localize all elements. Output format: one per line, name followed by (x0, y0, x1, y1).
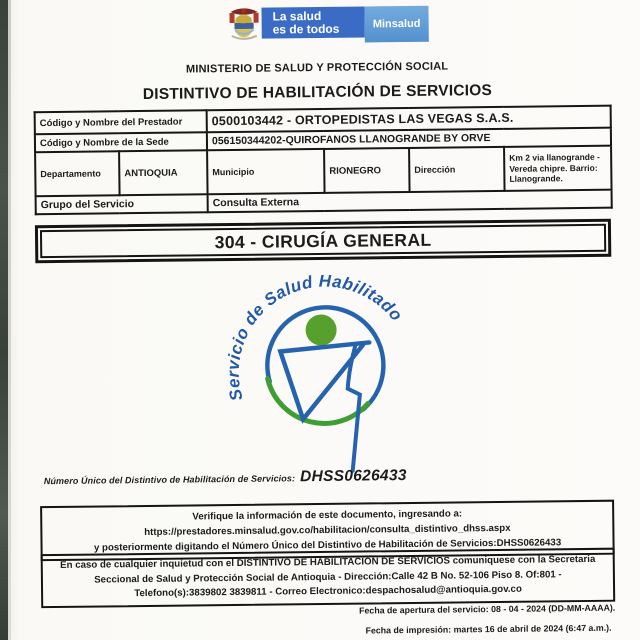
direccion-value: Km 2 via llanogrande - Vereda chipre. Barrio: Llanogrande. (504, 146, 612, 191)
distinctive-number-label: Número Único del Distintivo de Habilitación de Servicios: (43, 473, 296, 487)
sede-value: 056150344202-QUIROFANOS LLANOGRANDE BY ORVE (207, 128, 611, 151)
minsalud-label: Minsalud (372, 17, 421, 31)
verification-line1: Verifique la información de este documento, ingresando a: https://prestadores.minsalud.gov.co/habilitacion/consulta_distintivo_dhss.aspx (144, 508, 511, 539)
sede-label: Código y Nombre de la Sede (35, 132, 207, 152)
service-banner-inner (40, 224, 606, 258)
distinctive-number-line (44, 467, 407, 489)
prestador-label: Código y Nombre del Prestador (35, 110, 207, 134)
slogan-line2: es de todos (272, 22, 340, 37)
document-title: DISTINTIVO DE HABILITACIÓN DE SERVICIOS (142, 82, 493, 103)
provider-info-table (34, 105, 611, 216)
departamento-label: Departamento (35, 151, 119, 196)
contact-text: En caso de cualquier inquietud con el DISTINTIVO DE HABILITACIÓN DE SERVICIOS comuniquese con la Secretaria Seccional de Salud y Protección Social de Antioquia - Dirección:Calle 42 B No. 52-106 Piso 8. Of:801 - Telefono(s):3839802 3839811 - Correo Electronico:despachosalud@antioquia.gov.co (60, 553, 596, 600)
service-banner-text: 304 - CIRUGÍA GENERAL (214, 229, 432, 252)
minsalud-badge (364, 6, 428, 43)
slogan-line1: La salud (272, 8, 322, 24)
servicio-salud-habilitado-seal-icon (217, 265, 429, 479)
direccion-label: Dirección (409, 147, 504, 192)
la-salud-es-de-todos-badge (261, 6, 364, 38)
seal-figure-leg (347, 346, 360, 471)
municipio-label: Municipio (207, 149, 324, 194)
service-banner (35, 219, 611, 264)
grupo-label: Grupo del Servicio (36, 194, 208, 214)
service-open-date: Fecha de apertura del servicio: 08 - 04 - 2024 (DD-MM-AAAA). (359, 602, 616, 616)
distinctive-number-value: DHSS0626433 (299, 467, 407, 486)
print-date: Fecha de impresión: martes 16 de abril de 2024 (6:47 a.m.). (365, 622, 612, 636)
ministry-header-logos (227, 3, 428, 44)
table-row (35, 146, 612, 197)
grupo-value: Consulta Externa (208, 190, 612, 213)
prestador-value: 0500103442 - ORTOPEDISTAS LAS VEGAS S.A.S. (207, 106, 611, 133)
seal-arc-text: Servicio de Salud Habilitado (223, 271, 407, 403)
colombia-coat-of-arms-icon (227, 6, 260, 44)
contact-box (41, 548, 616, 608)
verification-line2: y posteriormente digitando el Número Único del Distintivo de Habilitación de Servicios:DHSS0626433 (93, 537, 562, 554)
departamento-value: ANTIOQUIA (119, 150, 207, 195)
seal-figure-head (305, 314, 336, 345)
ministry-name: MINISTERIO DE SALUD Y PROTECCIÓN SOCIAL (185, 60, 449, 76)
municipio-value: RIONEGRO (324, 148, 409, 193)
